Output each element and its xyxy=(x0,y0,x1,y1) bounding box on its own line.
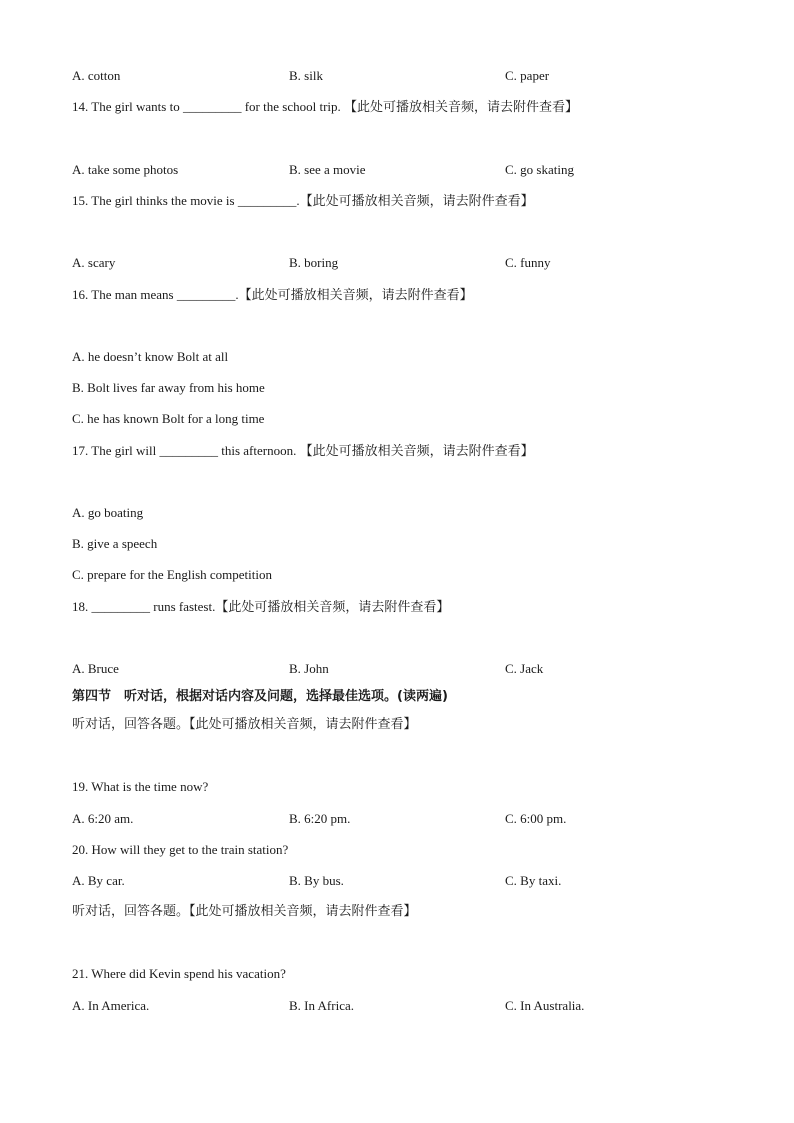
q19-option-a: A. 6:20 am. xyxy=(72,811,134,826)
q17-option-c: C. prepare for the English competition xyxy=(72,567,273,582)
q16-question: 16. The man means _________.【此处可播放相关音频，请去附件查看】 xyxy=(72,287,473,302)
q15-option-a: A. scary xyxy=(72,255,116,270)
q15-question: 15. The girl thinks the movie is _________.【此处可播放相关音频，请去附件查看】 xyxy=(72,193,534,208)
q13-option-b: B. silk xyxy=(289,68,323,83)
q14-option-c: C. go skating xyxy=(505,162,574,177)
q15-option-b: B. boring xyxy=(289,255,339,270)
q14-option-a: A. take some photos xyxy=(72,162,179,177)
q20-option-a: A. By car. xyxy=(72,873,125,888)
q18-option-a: A. Bruce xyxy=(72,661,119,676)
q15-option-c: C. funny xyxy=(505,255,551,270)
q16-option-c: C. he has known Bolt for a long time xyxy=(72,411,265,426)
q21-question: 21. Where did Kevin spend his vacation? xyxy=(72,966,286,981)
q14-option-b: B. see a movie xyxy=(289,162,366,177)
q18-option-c: C. Jack xyxy=(505,661,544,676)
q16-option-a: A. he doesn’t know Bolt at all xyxy=(72,349,229,364)
q13-option-a: A. cotton xyxy=(72,68,121,83)
section4-instruction-1: 听对话，回答各题。【此处可播放相关音频，请去附件查看】 xyxy=(72,717,417,732)
q21-option-b: B. In Africa. xyxy=(289,998,354,1013)
q17-option-a: A. go boating xyxy=(72,505,144,520)
q20-question: 20. How will they get to the train station? xyxy=(72,842,289,857)
q18-option-b: B. John xyxy=(289,661,329,676)
q19-question: 19. What is the time now? xyxy=(72,779,209,794)
section4-instruction-2: 听对话，回答各题。【此处可播放相关音频，请去附件查看】 xyxy=(72,904,417,919)
section4-heading: 第四节 听对话，根据对话内容及问题，选择最佳选项。(读两遍) xyxy=(72,689,448,704)
q21-option-a: A. In America. xyxy=(72,998,150,1013)
q16-option-b: B. Bolt lives far away from his home xyxy=(72,380,265,395)
q18-question: 18. _________ runs fastest.【此处可播放相关音频，请去附件查看】 xyxy=(72,599,450,614)
q19-option-b: B. 6:20 pm. xyxy=(289,811,351,826)
q20-option-b: B. By bus. xyxy=(289,873,344,888)
q17-question: 17. The girl will _________ this afternoon. 【此处可播放相关音频，请去附件查看】 xyxy=(72,443,534,458)
q17-option-b: B. give a speech xyxy=(72,536,158,551)
q13-option-c: C. paper xyxy=(505,68,550,83)
q20-option-c: C. By taxi. xyxy=(505,873,562,888)
q21-option-c: C. In Australia. xyxy=(505,998,585,1013)
q19-option-c: C. 6:00 pm. xyxy=(505,811,567,826)
q14-question: 14. The girl wants to _________ for the school trip. 【此处可播放相关音频，请去附件查看】 xyxy=(72,99,579,114)
